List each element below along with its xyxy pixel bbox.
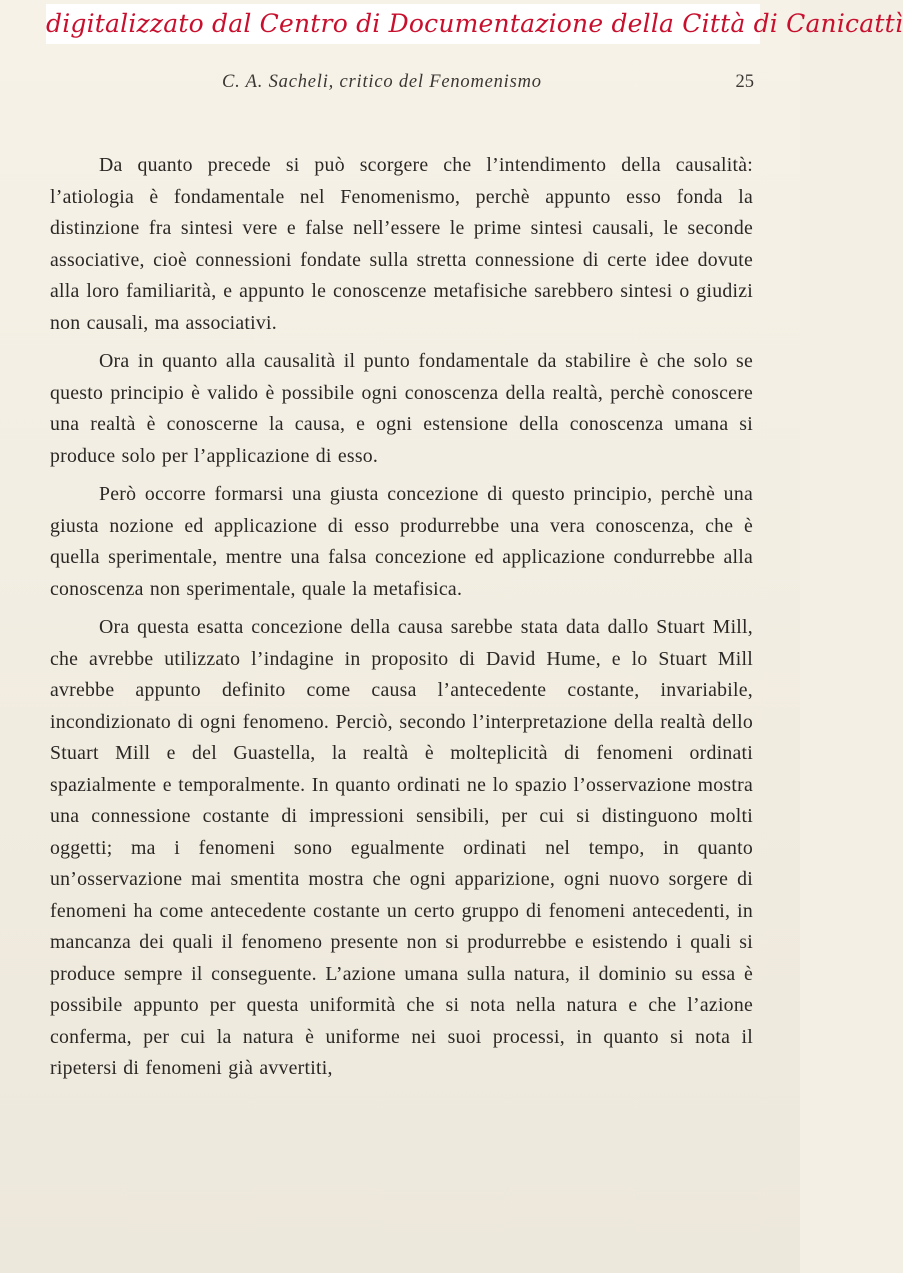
page-number: 25 [735,72,754,92]
body-text [50,150,753,1085]
digitization-banner: digitalizzato dal Centro di Documentazione della Città di Canicattì [46,4,760,44]
paragraph-3: Però occorre formarsi una giusta concezione di questo principio, perchè una giusta nozione ed applicazione di esso produrrebbe una vera conoscenza, che è quella sperimentale, mentre una falsa concezione ed applicazione condurrebbe alla conoscenza non sperimentale, quale la metafisica. [50,483,753,600]
running-header [0,70,800,100]
paragraph-4: Ora questa esatta concezione della causa sarebbe stata data dallo Stuart Mill, che avrebbe utilizzato l’indagine in proposito di David Hume, e lo Stuart Mill avrebbe appunto definito come causa l’antecedente costante, invariabile, incondizionato di ogni fenomeno. Perciò, secondo l’interpretazione della realtà dello Stuart Mill e del Guastella, la realtà è molteplicità di fenomeni ordinati spazialmente e temporalmente. In quanto ordinati ne lo spazio l’osservazione mostra una connessione costante di impressioni sensibili, per cui si distinguono molti oggetti; ma i fenomeni sono egualmente ordinati nel tempo, in quanto un’osservazione mai smentita mostra che ogni apparizione, ogni nuovo sorgere di fenomeni ha come antecedente costante un certo gruppo di fenomeni antecedenti, in mancanza dei quali il fenomeno presente non si produrrebbe e esistendo i quali si produce sempre il conseguente. L’azione umana sulla natura, il dominio su essa è possibile appunto per questa uniformità che si nota nella natura e che l’azione conferma, per cui la natura è uniforme nei suoi processi, in quanto si nota il ripetersi di fenomeni già avvertiti, [50,616,753,1079]
paragraph-1: Da quanto precede si può scorgere che l’intendimento della causalità: l’atiologia è fondamentale nel Fenomenismo, perchè appunto esso fonda la distinzione fra sintesi vere e false nell’essere le prime sintesi causali, le seconde associative, cioè connessioni fondate sulla stretta connessione di certe idee dovute alla loro familiarità, e appunto le conoscenze metafisiche sarebbero sintesi o giudizi non causali, ma associativi. [50,154,753,334]
running-title: C. A. Sacheli, critico del Fenomenismo [222,72,542,92]
paragraph-2: Ora in quanto alla causalità il punto fondamentale da stabilire è che solo se questo principio è valido è possibile ogni conoscenza della realtà, perchè conoscere una realtà è conoscerne la causa, e ogni estensione della conoscenza umana si produce solo per l’applicazione di esso. [50,350,753,467]
